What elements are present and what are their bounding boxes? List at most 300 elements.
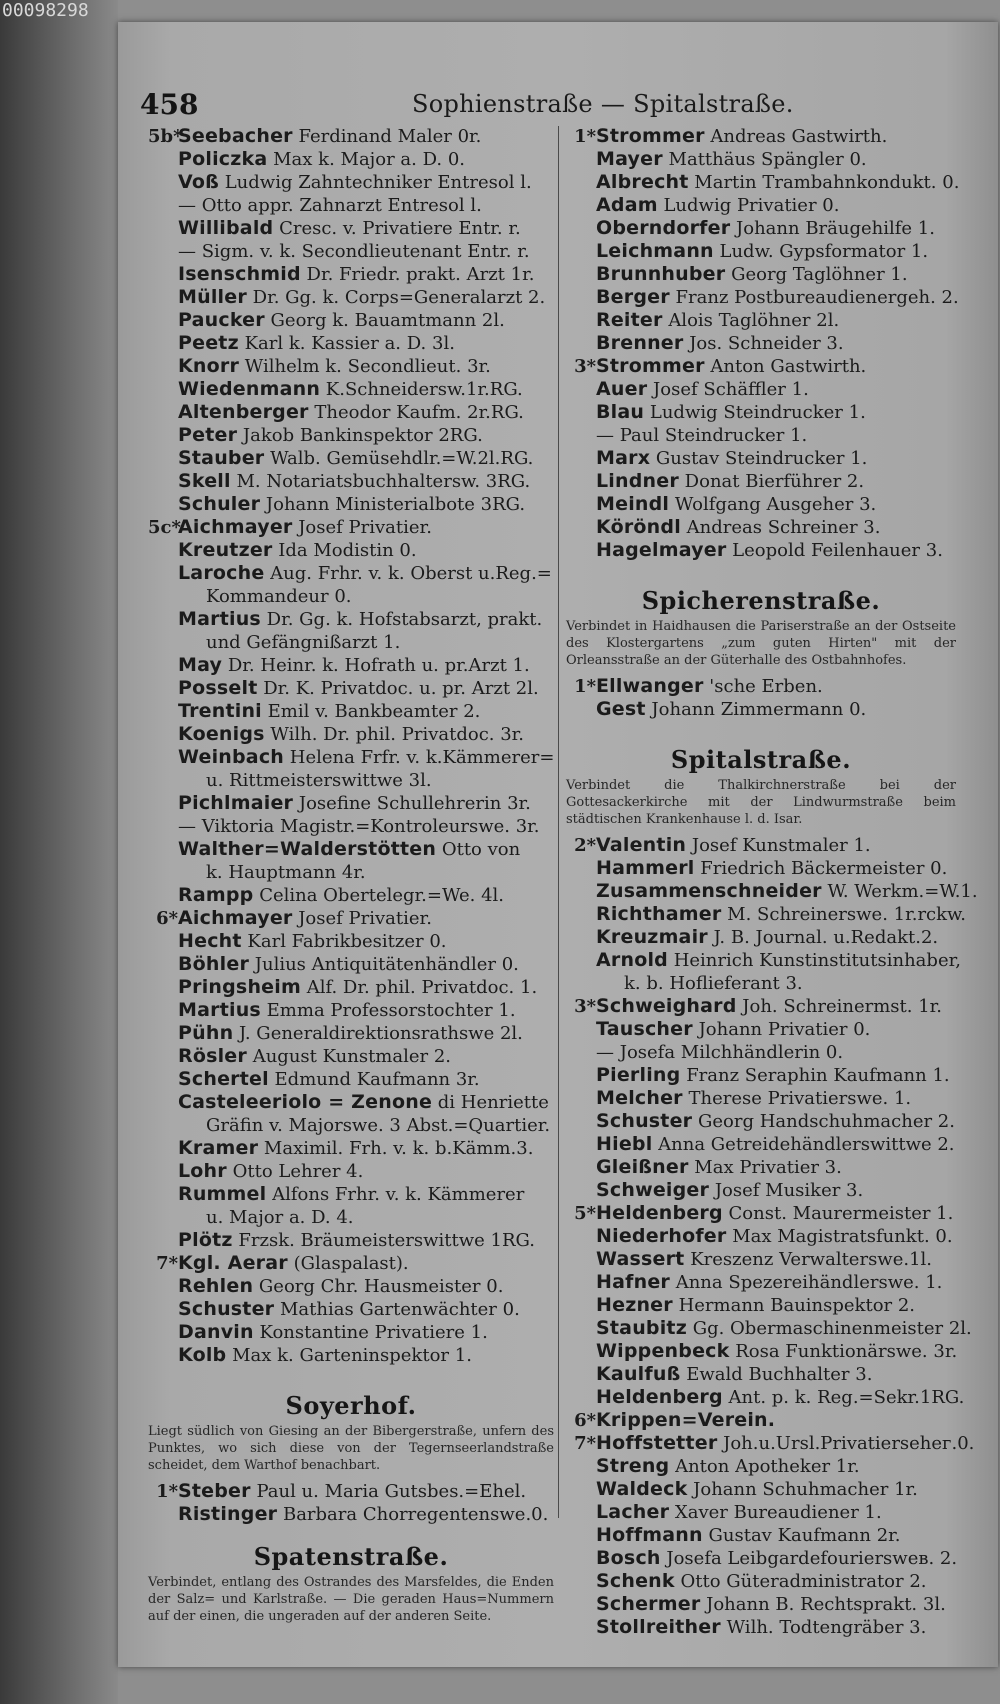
- right-top-entries-list: [566, 125, 960, 562]
- resident-surname: Richthamer: [596, 903, 722, 925]
- resident-details: Maximil. Frh. v. k. b.Kämm.3.: [263, 1138, 534, 1159]
- resident-details: M. Notariatsbuchhaltersw. 3RG.: [236, 471, 531, 492]
- resident-surname: Waldeck: [596, 1478, 688, 1500]
- resident-details: Ant. p. k. Reg.=Sekr.1RG.: [728, 1387, 965, 1408]
- directory-entry: [566, 1248, 956, 1271]
- directory-entry: [148, 1068, 554, 1091]
- resident-details: k. Hauptmann 4r.: [206, 862, 366, 883]
- directory-entry: [566, 1202, 956, 1225]
- resident-details: Ludwig Zahntechniker Entresol l.: [224, 172, 532, 193]
- resident-details: Julius Antiquitätenhändler 0.: [254, 954, 519, 975]
- resident-surname: Leichmann: [596, 240, 714, 262]
- resident-surname: Krippen=Verein.: [596, 1409, 776, 1431]
- resident-details: Wilh. Dr. phil. Privatdoc. 3r.: [270, 724, 525, 745]
- resident-details: Rosa Funktionärswe. 3r.: [735, 1341, 958, 1362]
- directory-entry: [566, 1432, 975, 1455]
- directory-entry: [148, 953, 554, 976]
- house-number: 5*: [574, 1203, 596, 1224]
- directory-entry: [148, 539, 554, 562]
- resident-details: Johann Ministerialbote 3RG.: [265, 494, 526, 515]
- directory-entry: [566, 1133, 956, 1156]
- directory-entry: [566, 355, 956, 378]
- directory-entry: [148, 1137, 554, 1160]
- resident-details: Ludw. Gypsformator 1.: [719, 241, 929, 262]
- directory-entry: [566, 148, 956, 171]
- resident-details: Alois Taglöhner 2l.: [668, 310, 840, 331]
- resident-details: Heinrich Kunstinstitutsinhaber,: [673, 950, 961, 971]
- resident-details: Otto Lehrer 4.: [232, 1161, 364, 1182]
- directory-entry: [148, 309, 554, 332]
- resident-details: Ludwig Steindrucker 1.: [649, 402, 866, 423]
- directory-entry: [566, 378, 956, 401]
- directory-entry: [566, 1179, 956, 1202]
- resident-surname: Zusammenschneider: [596, 880, 822, 902]
- resident-details: Gräfin v. Majorswe. 3 Abst.=Quartier.: [206, 1115, 551, 1136]
- directory-entry: [148, 355, 554, 378]
- resident-surname: Hecht: [178, 930, 242, 952]
- corner-stamp: 00098298: [2, 0, 89, 21]
- directory-entry: [566, 1570, 956, 1593]
- directory-entry: [566, 1156, 956, 1179]
- resident-surname: Arnold: [596, 949, 668, 971]
- directory-entry: [148, 907, 554, 930]
- resident-surname: Schuster: [596, 1110, 693, 1132]
- directory-entry: [148, 424, 554, 447]
- directory-entry: [148, 1252, 554, 1275]
- resident-surname: Wiedenmann: [178, 378, 321, 400]
- directory-entry: [566, 217, 956, 240]
- resident-details: Anton Apotheker 1r.: [675, 1456, 860, 1477]
- resident-details: Josef Privatier.: [298, 517, 432, 538]
- resident-surname: Peetz: [178, 332, 239, 354]
- directory-entry: [148, 815, 554, 838]
- street-description-spicherenstrasse: Verbindet in Haidhausen die Pariserstraße an der Ostseite des Klostergartens „zum guten Hirten" mit der Orleansstraße an der Güterhalle des Ostbahnhofes.: [566, 619, 956, 668]
- spacer: [148, 1526, 554, 1540]
- resident-details: — Sigm. v. k. Secondlieutenant Entr. r.: [178, 241, 530, 262]
- resident-surname: Policzka: [178, 148, 268, 170]
- street-description-spatenstrasse: Verbindet, entlang des Ostrandes des Marsfeldes, die Enden der Salz= und Karlstraße. — Die geraden Haus=Nummern auf der einen, die ungeraden auf der anderen Seite.: [148, 1575, 554, 1624]
- resident-surname: Meindl: [596, 493, 670, 515]
- resident-details: — Otto appr. Zahnarzt Entresol l.: [178, 195, 482, 216]
- resident-surname: Schuster: [178, 1298, 275, 1320]
- resident-surname: Steber: [178, 1480, 251, 1502]
- resident-details: Karl Fabrikbesitzer 0.: [247, 931, 447, 952]
- directory-entry: [148, 769, 554, 792]
- resident-details: (Glaspalast).: [293, 1253, 409, 1274]
- directory-entry: [148, 999, 554, 1022]
- right-column: [566, 125, 978, 1639]
- resident-surname: Albrecht: [596, 171, 689, 193]
- resident-details: Dr. Heinr. k. Hofrath u. pr.Arzt 1.: [227, 655, 530, 676]
- resident-details: K.Schneidersw.1r.RG.: [325, 379, 523, 400]
- resident-details: W. Werkm.=W.1.: [827, 881, 978, 902]
- resident-surname: Weinbach: [178, 746, 285, 768]
- house-number: 5c*: [148, 517, 181, 538]
- resident-surname: Wippenbeck: [596, 1340, 730, 1362]
- street-title-spicherenstrasse: Spicherenstraße.: [641, 586, 881, 615]
- directory-entry: [148, 263, 554, 286]
- resident-surname: Pühn: [178, 1022, 234, 1044]
- resident-details: Otto von: [441, 839, 521, 860]
- resident-details: Franz Postbureaudienergeh. 2.: [675, 287, 959, 308]
- spicherenstrasse-entries-list: [566, 675, 956, 721]
- resident-surname: Böhler: [178, 953, 250, 975]
- resident-surname: Posselt: [178, 677, 258, 699]
- resident-surname: Aichmayer: [178, 516, 293, 538]
- resident-surname: Martius: [178, 608, 261, 630]
- directory-entry: [148, 1229, 554, 1252]
- resident-surname: Voß: [178, 171, 219, 193]
- resident-details: Cresc. v. Privatiere Entr. r.: [279, 218, 521, 239]
- resident-details: Theodor Kaufm. 2r.RG.: [314, 402, 524, 423]
- house-number: 6*: [156, 908, 178, 929]
- resident-details: Anna Spezereihändlerswe. 1.: [675, 1272, 943, 1293]
- directory-entry: [148, 1480, 554, 1503]
- house-number: 1*: [574, 676, 596, 697]
- directory-entry: [148, 792, 554, 815]
- resident-surname: Pichlmaier: [178, 792, 294, 814]
- directory-entry: [566, 516, 956, 539]
- resident-details: Wilh. Todtengräber 3.: [726, 1617, 927, 1638]
- directory-entry: [566, 1087, 956, 1110]
- directory-entry: [148, 654, 554, 677]
- left-entries-list: [148, 125, 554, 1367]
- resident-surname: Rummel: [178, 1183, 267, 1205]
- resident-details: — Paul Steindrucker 1.: [596, 425, 808, 446]
- directory-entry: [148, 631, 554, 654]
- resident-details: Therese Privatierswe. 1.: [688, 1088, 912, 1109]
- resident-surname: Hagelmayer: [596, 539, 727, 561]
- directory-entry: [566, 1363, 956, 1386]
- page-number: 458: [140, 88, 199, 121]
- resident-details: M. Schreinerswe. 1r.rckw.: [727, 904, 967, 925]
- resident-surname: Kgl. Aerar: [178, 1252, 288, 1274]
- resident-details: Max k. Major a. D. 0.: [273, 149, 465, 170]
- directory-entry: [148, 286, 554, 309]
- directory-entry: [148, 861, 554, 884]
- directory-entry: [566, 539, 956, 562]
- street-description-soyerhof: Liegt südlich von Giesing an der Bibergerstraße, unfern des Punktes, wo sich diese von der Tegernseerlandstraße scheidet, dem Warthof benachbart.: [148, 1424, 554, 1473]
- house-number: 3*: [574, 996, 596, 1017]
- resident-surname: Berger: [596, 286, 670, 308]
- column-divider: [558, 126, 559, 1518]
- directory-entry: [148, 884, 554, 907]
- directory-entry: [148, 1091, 554, 1114]
- resident-details: Alf. Dr. phil. Privatdoc. 1.: [306, 977, 538, 998]
- resident-surname: Bosch: [596, 1547, 661, 1569]
- directory-entry: [148, 562, 554, 585]
- resident-surname: Peter: [178, 424, 238, 446]
- page-header: [140, 88, 940, 122]
- resident-surname: Paucker: [178, 309, 265, 331]
- resident-surname: Stollreither: [596, 1616, 721, 1638]
- resident-details: Const. Maurermeister 1.: [728, 1203, 954, 1224]
- resident-details: — Viktoria Magistr.=Kontroleurswe. 3r.: [178, 816, 540, 837]
- directory-entry: [148, 194, 554, 217]
- soyerhof-entries-list: [148, 1480, 554, 1526]
- resident-surname: Kreuzmair: [596, 926, 708, 948]
- resident-surname: Schweiger: [596, 1179, 710, 1201]
- resident-details: Xaver Bureaudiener 1.: [674, 1502, 882, 1523]
- resident-details: Emil v. Bankbeamter 2.: [267, 701, 481, 722]
- directory-entry: [566, 424, 956, 447]
- resident-surname: Pierling: [596, 1064, 681, 1086]
- resident-details: Aug. Frhr. v. k. Oberst u.Reg.=: [270, 563, 552, 584]
- directory-entry: [566, 857, 956, 880]
- resident-details: Gustav Kaufmann 2r.: [708, 1525, 901, 1546]
- resident-details: Jos. Schneider 3.: [689, 333, 844, 354]
- resident-surname: Ellwanger: [596, 675, 704, 697]
- resident-details: J. B. Journal. u.Redakt.2.: [713, 927, 939, 948]
- resident-details: Georg Taglöhner 1.: [731, 264, 908, 285]
- directory-entry: [566, 903, 967, 926]
- resident-surname: Seebacher: [178, 125, 293, 147]
- resident-surname: Kolb: [178, 1344, 227, 1366]
- resident-surname: Skell: [178, 470, 231, 492]
- resident-details: Martin Trambahnkondukt. 0.: [694, 172, 960, 193]
- resident-surname: Lindner: [596, 470, 679, 492]
- directory-entry: [566, 880, 978, 903]
- resident-details: Matthäus Spängler 0.: [668, 149, 867, 170]
- resident-details: Frzsk. Bräumeisterswittwe 1RG.: [238, 1230, 536, 1251]
- resident-surname: Martius: [178, 999, 261, 1021]
- resident-surname: Laroche: [178, 562, 265, 584]
- directory-entry: [566, 1041, 956, 1064]
- resident-details: Helena Frfr. v. k.Kämmerer=: [289, 747, 555, 768]
- resident-details: Andreas Schreiner 3.: [686, 517, 881, 538]
- resident-details: J. Generaldirektionsrathswe 2l.: [239, 1023, 523, 1044]
- directory-entry: [148, 378, 554, 401]
- resident-surname: Altenberger: [178, 401, 309, 423]
- resident-details: 'sche Erben.: [709, 676, 823, 697]
- resident-surname: Valentin: [596, 834, 687, 856]
- directory-entry: [148, 746, 554, 769]
- directory-entry: [148, 1045, 554, 1068]
- resident-surname: Köröndl: [596, 516, 681, 538]
- resident-surname: Kaulfuß: [596, 1363, 681, 1385]
- directory-entry: [148, 1183, 554, 1206]
- resident-details: Gustav Steindrucker 1.: [655, 448, 868, 469]
- directory-entry: [566, 263, 956, 286]
- directory-entry: [566, 240, 956, 263]
- resident-details: Joh.u.Ursl.Privatiersehег.0.: [723, 1433, 975, 1454]
- directory-entry: [148, 447, 554, 470]
- resident-details: Kommandeur 0.: [206, 586, 352, 607]
- house-number: 6*: [574, 1410, 596, 1431]
- resident-surname: Schweighard: [596, 995, 737, 1017]
- resident-surname: Auer: [596, 378, 648, 400]
- resident-surname: Casteleeriolo = Zenone: [178, 1091, 433, 1113]
- resident-surname: Strommer: [596, 355, 705, 377]
- resident-surname: Hammerl: [596, 857, 695, 879]
- directory-entry: [566, 1018, 956, 1041]
- resident-surname: Heldenberg: [596, 1386, 723, 1408]
- resident-details: Max k. Garteninspektor 1.: [232, 1345, 472, 1366]
- resident-surname: Gest: [596, 698, 646, 720]
- directory-entry: [566, 1340, 956, 1363]
- house-number: 7*: [574, 1433, 596, 1454]
- resident-surname: Hoffstetter: [596, 1432, 718, 1454]
- resident-surname: Aichmayer: [178, 907, 293, 929]
- directory-entry: [566, 286, 959, 309]
- resident-surname: Stauber: [178, 447, 265, 469]
- resident-surname: Danvin: [178, 1321, 254, 1343]
- resident-details: Johann Schuhmacher 1r.: [693, 1479, 918, 1500]
- resident-surname: Brenner: [596, 332, 684, 354]
- directory-entry: [148, 493, 554, 516]
- resident-details: u. Major a. D. 4.: [206, 1207, 354, 1228]
- resident-details: Jakob Bankinspektor 2RG.: [242, 425, 483, 446]
- resident-details: Dr. K. Privatdoc. u. pr. Arzt 2l.: [263, 678, 539, 699]
- directory-entry: [566, 1616, 956, 1639]
- directory-entry: [566, 834, 956, 857]
- directory-entry: [148, 516, 554, 539]
- directory-entry: [566, 972, 956, 995]
- directory-entry: [148, 723, 554, 746]
- directory-entry: [566, 1501, 956, 1524]
- directory-entry: [566, 1386, 965, 1409]
- resident-surname: Strommer: [596, 125, 705, 147]
- directory-entry: [148, 125, 554, 148]
- resident-details: Leopold Feilenhauer 3.: [732, 540, 943, 561]
- left-column: [148, 125, 554, 1631]
- spacer: [566, 562, 956, 584]
- directory-entry: [566, 1547, 956, 1570]
- directory-entry: [566, 926, 956, 949]
- street-title-spatenstrasse: Spatenstraße.: [253, 1542, 449, 1571]
- resident-details: Konstantine Privatiere 1.: [259, 1322, 488, 1343]
- spacer: [566, 721, 956, 743]
- resident-surname: Hiebl: [596, 1133, 653, 1155]
- directory-entry: [566, 1064, 956, 1087]
- directory-entry: [566, 1110, 956, 1133]
- resident-details: Johann B. Rechtsprakt. 3l.: [706, 1594, 946, 1615]
- directory-entry: [148, 148, 554, 171]
- resident-surname: Staubitz: [596, 1317, 687, 1339]
- street-description-spitalstrasse: Verbindet die Thalkirchnerstraße bei der Gottesackerkirche mit der Lindwurmstraße beim städtischen Krankenhause l. d. Isar.: [566, 778, 956, 827]
- running-head: Sophienstraße — Spitalstraße.: [412, 90, 794, 118]
- directory-entry: [148, 1298, 554, 1321]
- directory-entry: [566, 447, 956, 470]
- directory-entry: [148, 700, 554, 723]
- directory-entry: [148, 1503, 554, 1526]
- resident-surname: May: [178, 654, 223, 676]
- resident-details: Donat Bierführer 2.: [684, 471, 865, 492]
- resident-details: Barbara Chorregentenswe.0.: [282, 1504, 549, 1525]
- house-number: 5b*: [148, 126, 183, 147]
- resident-surname: Schermer: [596, 1593, 701, 1615]
- resident-surname: Melcher: [596, 1087, 683, 1109]
- resident-details: Ludwig Privatier 0.: [663, 195, 840, 216]
- resident-surname: Oberndorfer: [596, 217, 731, 239]
- resident-details: Johann Bräugehilfe 1.: [736, 218, 935, 239]
- resident-details: Josefine Schullehrerin 3r.: [298, 793, 531, 814]
- resident-details: Anna Getreidehändlerswittwe 2.: [658, 1134, 955, 1155]
- resident-surname: Lacher: [596, 1501, 670, 1523]
- resident-surname: Mayer: [596, 148, 663, 170]
- resident-details: Kreszenz Verwalterswe.1l.: [690, 1249, 933, 1270]
- resident-details: Josef Schäffler 1.: [653, 379, 809, 400]
- resident-details: Walb. Gemüsehdlr.=W.2l.RG.: [270, 448, 534, 469]
- directory-entry: [566, 493, 956, 516]
- directory-entry: [148, 401, 554, 424]
- directory-entry: [148, 677, 554, 700]
- resident-surname: Hafner: [596, 1271, 670, 1293]
- house-number: 1*: [574, 126, 596, 147]
- directory-entry: [566, 332, 956, 355]
- directory-entry: [566, 698, 956, 721]
- spitalstrasse-entries-list: [566, 834, 978, 1639]
- resident-surname: Rehlen: [178, 1275, 254, 1297]
- resident-details: di Henriette: [437, 1092, 549, 1113]
- resident-surname: Schenk: [596, 1570, 675, 1592]
- resident-surname: Isenschmid: [178, 263, 301, 285]
- resident-surname: Schertel: [178, 1068, 269, 1090]
- resident-surname: Wassert: [596, 1248, 685, 1270]
- resident-details: Franz Seraphin Kaufmann 1.: [686, 1065, 950, 1086]
- directory-entry: [148, 585, 554, 608]
- resident-details: Johann Privatier 0.: [698, 1019, 871, 1040]
- resident-surname: Müller: [178, 286, 247, 308]
- resident-details: Karl k. Kassier a. D. 3l.: [244, 333, 455, 354]
- directory-entry: [148, 1022, 554, 1045]
- resident-surname: Brunnhuber: [596, 263, 726, 285]
- street-title-soyerhof: Soyerhof.: [285, 1391, 417, 1420]
- resident-details: Georg k. Bauamtmann 2l.: [270, 310, 505, 331]
- resident-details: Max Magistratsfunkt. 0.: [732, 1226, 953, 1247]
- directory-entry: [148, 332, 554, 355]
- directory-entry: [148, 1206, 554, 1229]
- directory-entry: [148, 1321, 554, 1344]
- resident-surname: Streng: [596, 1455, 670, 1477]
- resident-details: Alfons Frhr. v. k. Kämmerer: [272, 1184, 525, 1205]
- resident-surname: Kreutzer: [178, 539, 273, 561]
- resident-details: Hermann Bauinspektor 2.: [678, 1295, 916, 1316]
- resident-surname: Willibald: [178, 217, 274, 239]
- house-number: 7*: [156, 1253, 178, 1274]
- resident-details: Paul u. Maria Gutsbes.=Ehel.: [256, 1481, 527, 1502]
- resident-surname: Hoffmann: [596, 1524, 703, 1546]
- directory-entry: [566, 309, 956, 332]
- resident-details: Otto Güteradministrator 2.: [680, 1571, 927, 1592]
- resident-details: Joh. Schreinermst. 1r.: [742, 996, 943, 1017]
- resident-surname: Rampp: [178, 884, 254, 906]
- resident-details: Dr. Gg. k. Hofstabsarzt, prakt.: [266, 609, 543, 630]
- resident-details: Josefa Leibgardefouriersweв. 2.: [666, 1548, 958, 1569]
- book-gutter-shadow: [0, 0, 118, 1704]
- directory-entry: [566, 675, 956, 698]
- directory-entry: [566, 125, 956, 148]
- resident-details: u. Rittmeisterswittwe 3l.: [206, 770, 432, 791]
- resident-surname: Trentini: [178, 700, 262, 722]
- resident-details: Mathias Gartenwächter 0.: [279, 1299, 520, 1320]
- resident-details: k. b. Hoflieferant 3.: [624, 973, 803, 994]
- directory-entry: [566, 401, 956, 424]
- directory-entry: [148, 1114, 554, 1137]
- street-title-spitalstrasse: Spitalstraße.: [670, 745, 852, 774]
- resident-surname: Niederhofer: [596, 1225, 727, 1247]
- directory-entry: [566, 995, 956, 1018]
- directory-entry: [148, 838, 554, 861]
- resident-surname: Rösler: [178, 1045, 247, 1067]
- directory-entry: [148, 171, 554, 194]
- resident-surname: Walther=Walderstötten: [178, 838, 437, 860]
- directory-entry: [566, 1524, 956, 1547]
- house-number: 2*: [574, 835, 596, 856]
- directory-entry: [566, 1294, 956, 1317]
- resident-surname: Knorr: [178, 355, 240, 377]
- resident-surname: Marx: [596, 447, 651, 469]
